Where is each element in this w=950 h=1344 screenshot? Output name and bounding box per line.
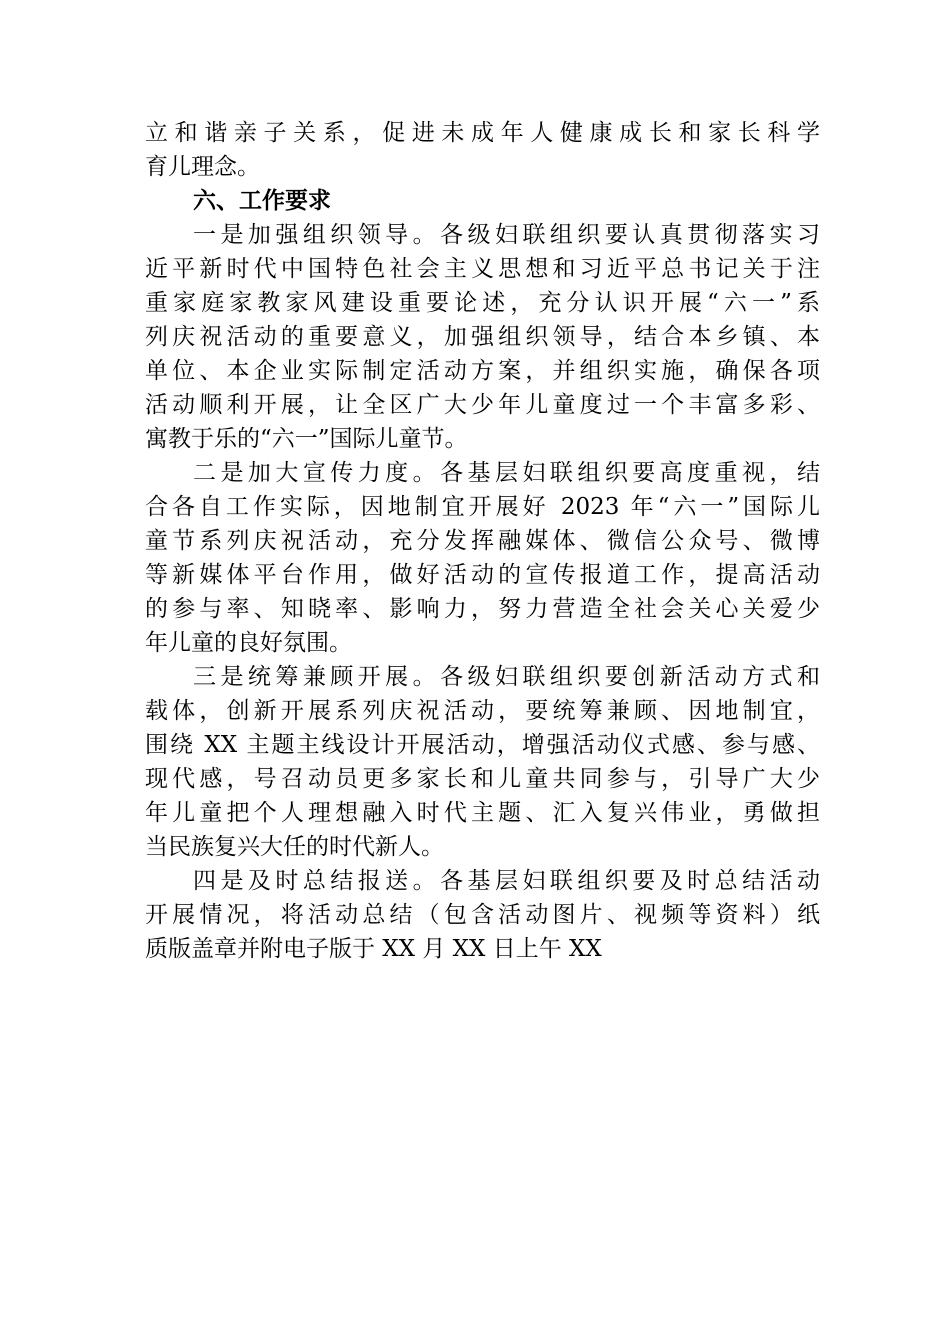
document-body bbox=[145, 116, 820, 966]
paragraph-first-line: 四是及时总结报送。各基层妇联组织要及时总结活动 bbox=[193, 868, 820, 894]
text-line: 单位、本企业实际制定活动方案，并组织实施，确保各项 bbox=[145, 358, 820, 384]
text-line: 立和谐亲子关系，促进未成年人健康成长和家长科学 bbox=[145, 120, 820, 146]
section-heading: 六、工作要求 bbox=[193, 188, 331, 214]
text-line: 重家庭家教家风建设重要论述，充分认识开展“六一”系 bbox=[145, 290, 820, 316]
text-line: 质版盖章并附电子版于 XX 月 XX 日上午 XX bbox=[145, 936, 602, 962]
text-line: 载体，创新开展系列庆祝活动，要统筹兼顾、因地制宜， bbox=[145, 698, 820, 724]
text-line: 等新媒体平台作用，做好活动的宣传报道工作，提高活动 bbox=[145, 562, 820, 588]
text-line: 童节系列庆祝活动，充分发挥融媒体、微信公众号、微博 bbox=[145, 528, 820, 554]
text-line: 育儿理念。 bbox=[145, 154, 260, 180]
text-line: 列庆祝活动的重要意义，加强组织领导，结合本乡镇、本 bbox=[145, 324, 820, 350]
text-line: 合各自工作实际，因地制宜开展好 2023 年“六一”国际儿 bbox=[145, 494, 821, 520]
text-line: 年儿童把个人理想融入时代主题、汇入复兴伟业，勇做担 bbox=[145, 800, 820, 826]
text-line: 寓教于乐的“六一”国际儿童节。 bbox=[145, 426, 468, 452]
paragraph-first-line: 一是加强组织领导。各级妇联组织要认真贯彻落实习 bbox=[193, 222, 820, 248]
paragraph-first-line: 三是统筹兼顾开展。各级妇联组织要创新活动方式和 bbox=[193, 664, 820, 690]
text-line: 当民族复兴大任的时代新人。 bbox=[145, 834, 444, 860]
text-line: 近平新时代中国特色社会主义思想和习近平总书记关于注 bbox=[145, 256, 820, 282]
text-line: 开展情况，将活动总结（包含活动图片、视频等资料）纸 bbox=[145, 902, 820, 928]
text-line: 年儿童的良好氛围。 bbox=[145, 630, 352, 656]
text-line: 活动顺利开展，让全区广大少年儿童度过一个丰富多彩、 bbox=[145, 392, 820, 418]
text-line: 的参与率、知晓率、影响力，努力营造全社会关心关爱少 bbox=[145, 596, 820, 622]
paragraph-first-line: 二是加大宣传力度。各基层妇联组织要高度重视，结 bbox=[193, 460, 820, 486]
text-line: 围绕 XX 主题主线设计开展活动，增强活动仪式感、参与感、 bbox=[145, 732, 820, 758]
text-line: 现代感，号召动员更多家长和儿童共同参与，引导广大少 bbox=[145, 766, 820, 792]
